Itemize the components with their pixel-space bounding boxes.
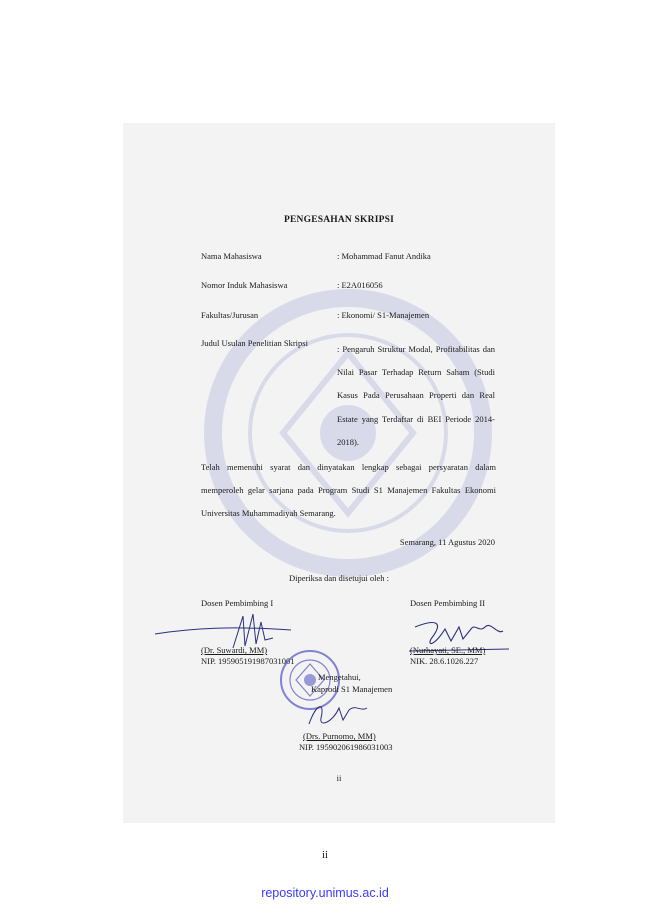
place-date: Semarang, 11 Agustus 2020 [399, 537, 495, 547]
head-acknowledged: Mengetahui, [318, 672, 361, 682]
approval-paragraph [201, 456, 496, 526]
supervisor2-nip: NIK. 28.6.1026.227 [410, 656, 479, 666]
thesis-title-line: : Pengaruh Struktur Modal, Profitabilitas dan [337, 344, 495, 354]
thesis-title-line: Kasus Pada Perusahaan Properti dan Real [337, 390, 495, 401]
field-value: : E2A016056 [337, 280, 383, 290]
field-value: : Ekonomi/ S1-Manajemen [337, 310, 430, 320]
field-label: Judul Usulan Penelitian Skripsi [201, 338, 308, 348]
head-name: (Drs. Purnomo, MM) [303, 731, 376, 741]
head-signature [303, 698, 373, 733]
field-label: Nomor Induk Mahasiswa [201, 280, 288, 290]
thesis-title-line: 2018). [337, 436, 359, 447]
thesis-title-line: Nilai Pasar Terhadap Return Saham (Studi [337, 367, 495, 378]
field-value: : Mohammad Fanut Andika [337, 251, 431, 261]
inner-page-number: ii [336, 773, 342, 783]
field-label: Nama Mahasiswa [201, 251, 262, 261]
head-nip: NIP. 195902061986031003 [299, 742, 393, 752]
thesis-title-line: Estate yang Terdaftar di BEI Periode 2014- [337, 413, 495, 424]
supervisor1-name: (Dr. Suwardi, MM) [201, 645, 268, 655]
thesis-title-value [337, 338, 495, 454]
supervisor2-role: Dosen Pembimbing II [410, 598, 486, 608]
head-position: Kaprodi S1 Manajemen [311, 684, 393, 694]
supervisor2-name: (Nurhayati, SE., MM) [410, 645, 486, 655]
paragraph-line: Universitas Muhammadiyah Semarang. [201, 508, 336, 519]
field-label: Fakultas/Jurusan [201, 310, 259, 320]
paragraph-line: Telah memenuhi syarat dan dinyatakan lengkap sebagai persyaratan dalam [201, 462, 496, 472]
supervisor1-role: Dosen Pembimbing I [201, 598, 274, 608]
page-number: ii [321, 849, 329, 861]
repository-link[interactable]: repository.unimus.ac.id [261, 886, 389, 900]
checked-by-label: Diperiksa dan disetujui oleh : [288, 573, 390, 583]
doc-title: PENGESAHAN SKRIPSI [284, 215, 394, 225]
paragraph-line: memperoleh gelar sarjana pada Program Studi S1 Manajemen Fakultas Ekonomi [201, 485, 496, 496]
scanned-page [123, 123, 555, 823]
supervisor1-nip: NIP. 195905191987031001 [201, 656, 295, 666]
